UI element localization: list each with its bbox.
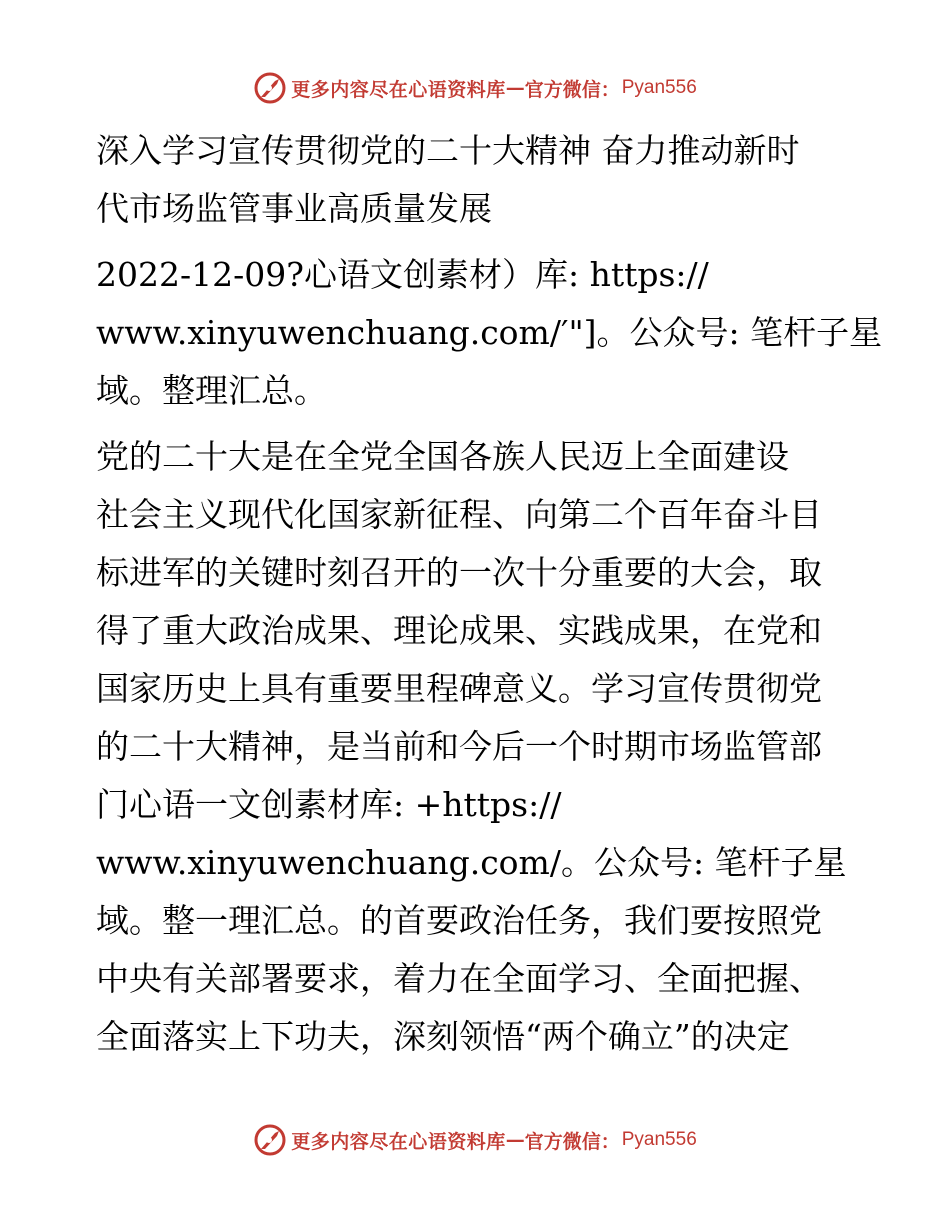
body-line: 域。整一理汇总。的首要政治任务，我们要按照党 — [96, 901, 822, 940]
document-body — [96, 122, 883, 1074]
body-line: 全面落实上下功夫，深刻领悟“两个确立”的决定 — [96, 1017, 790, 1056]
body-line: 得了重大政治成果、理论成果、实践成果，在党和 — [96, 611, 822, 650]
body-line: www.xinyuwenchuang.com/。公众号: 笔杆子星 — [96, 843, 847, 882]
body-line: 标进军的关键时刻召开的一次十分重要的大会，取 — [96, 553, 822, 592]
body-paragraph — [96, 428, 856, 1066]
source-line: 2022-12-09?心语文创素材）库: https:// — [96, 255, 709, 294]
document-title — [96, 122, 856, 238]
banner-brand: 更多内容尽在心语资料库 — [291, 1130, 506, 1153]
banner-dash: — — [505, 1129, 525, 1151]
banner-wechat-label: 官方微信： — [524, 1130, 620, 1153]
body-line: 的二十大精神，是当前和今后一个时期市场监管部 — [96, 727, 822, 766]
banner-handle: Pyan556 — [621, 1129, 697, 1150]
banner-brand: 更多内容尽在心语资料库 — [291, 78, 506, 101]
body-line: 中央有关部署要求，着力在全面学习、全面把握、 — [96, 959, 822, 998]
footer-banner — [0, 1120, 950, 1160]
quill-circle-logo-icon — [253, 71, 287, 105]
quill-circle-logo-icon — [253, 1123, 287, 1157]
body-line: 门心语一文创素材库: +https:// — [96, 785, 562, 824]
banner-wechat-label: 官方微信： — [524, 78, 620, 101]
body-line: 社会主义现代化国家新征程、向第二个百年奋斗目 — [96, 495, 822, 534]
body-line: 国家历史上具有重要里程碑意义。学习宣传贯彻党 — [96, 669, 822, 708]
title-line: 代市场监管事业高质量发展 — [96, 189, 492, 228]
banner-dash: — — [505, 77, 525, 99]
header-banner — [0, 68, 950, 108]
source-line: 域。整理汇总。 — [96, 371, 327, 410]
body-line: 党的二十大是在全党全国各族人民迈上全面建设 — [96, 437, 789, 476]
banner-handle: Pyan556 — [621, 77, 697, 98]
title-line: 深入学习宣传贯彻党的二十大精神 奋力推动新时 — [96, 131, 800, 170]
source-line: www.xinyuwenchuang.com/′"]。公众号: 笔杆子星 — [96, 313, 883, 352]
source-paragraph — [96, 246, 883, 420]
